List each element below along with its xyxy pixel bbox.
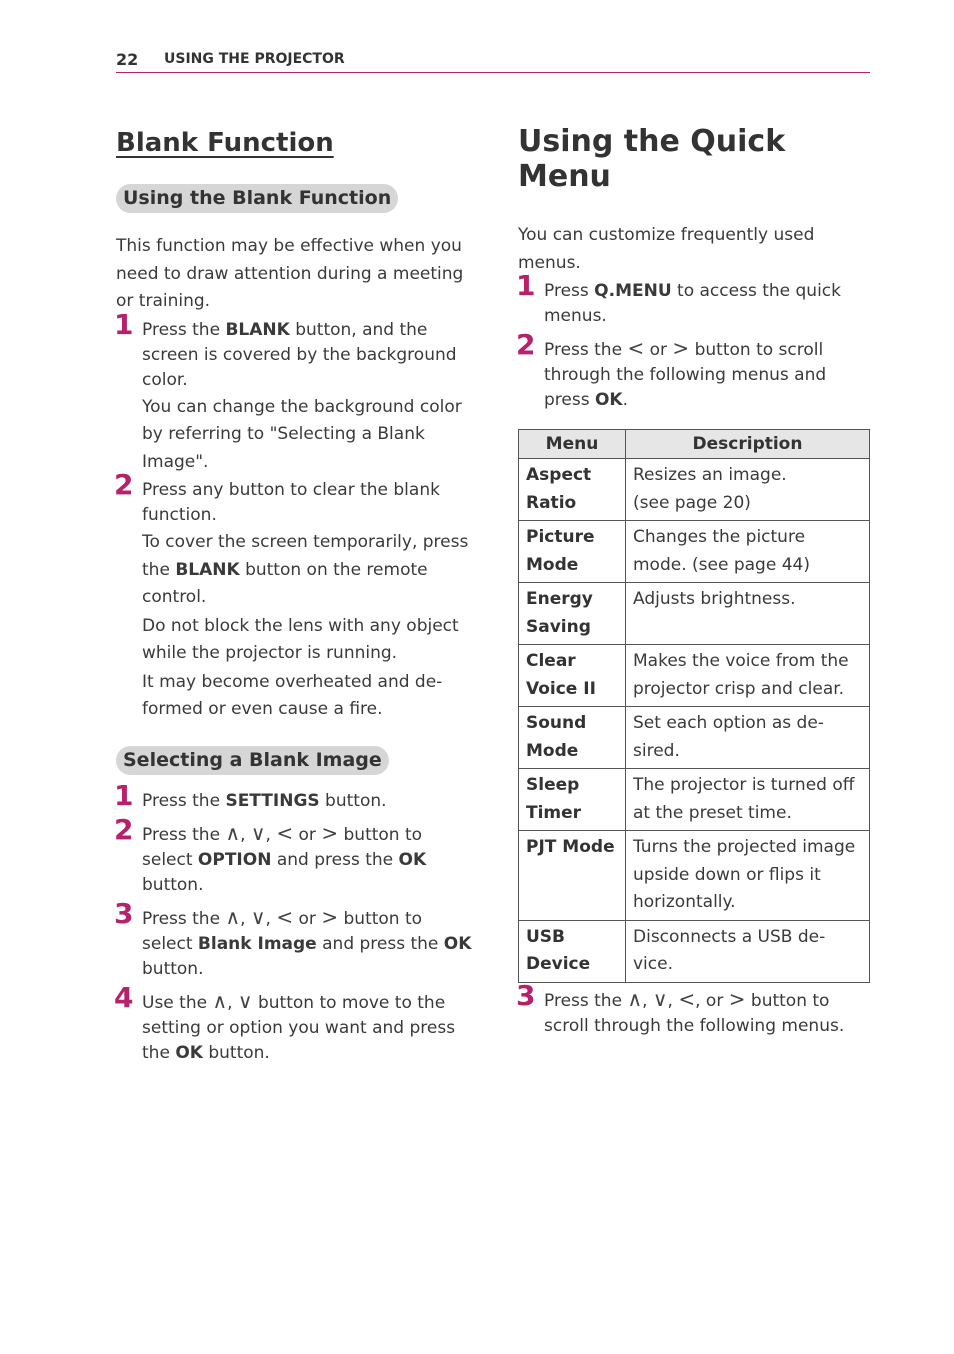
quick-step-3 [516,978,870,1039]
menu-cell [519,707,626,769]
separator: , [667,990,679,1011]
desc-line: Adjusts brightness. [633,589,796,609]
blank-function-title: Blank Function [116,128,334,158]
page-header [116,46,870,73]
step-text: button. [142,874,204,895]
column-header-menu: Menu [519,430,626,459]
down-arrow-icon: ∨ [250,904,266,929]
step-number: 1 [114,307,134,341]
quick-menu-intro: You can customize frequently used menus. [518,225,815,273]
menu-line: Clear [526,651,576,671]
page-number: 22 [116,50,139,69]
blank-step-2 [114,468,472,724]
step-text: or [293,908,322,929]
table-row [519,769,870,831]
menu-line: Sleep [526,775,580,795]
blank-image-key: Blank Image [197,933,317,954]
menu-cell [519,521,626,583]
menu-cell [519,645,626,707]
step-note: It may become overheated and de-formed or even cause a fire. [142,671,443,719]
table-row [519,707,870,769]
blank-key: BLANK [175,559,240,580]
description-cell [626,920,870,982]
left-arrow-icon: < [276,904,294,929]
desc-line: Disconnects a USB de- [633,926,826,947]
menu-line: Voice II [526,678,596,699]
description-cell [626,769,870,831]
step-number: 2 [516,328,536,361]
step-number: 4 [114,980,134,1014]
menu-cell [519,583,626,645]
blank-step-1 [114,307,472,477]
desc-line: upside down or flips it [633,864,821,885]
step-text: Use the [142,992,213,1013]
step-text: button to select [142,824,423,870]
up-arrow-icon: ∧ [212,988,228,1013]
ok-key: OK [443,933,472,954]
menu-cell [519,920,626,982]
right-arrow-icon: > [728,986,746,1011]
step-text: button to scroll through the following menus and press [544,340,827,410]
step-text: Press the [142,790,226,811]
description-cell [626,459,870,521]
menu-cell [519,831,626,921]
select-step-1 [114,778,472,814]
desc-line: mode. (see page 44) [633,554,810,575]
step-text: button. [142,958,204,979]
table-row [519,831,870,921]
description-cell [626,645,870,707]
description-cell [626,521,870,583]
select-step-2 [114,812,472,898]
table-row [519,920,870,982]
desc-line: horizontally. [633,892,736,912]
up-arrow-icon: ∧ [225,904,241,929]
desc-line: sired. [633,740,680,761]
right-arrow-icon: > [321,904,339,929]
separator: , [265,908,277,929]
step-text: button, and the screen is covered by the background color. [142,319,457,390]
separator: , [642,990,653,1011]
step-note: You can change the background color by referring to "Selecting a Blank Image". [142,396,462,472]
ok-key: OK [594,390,623,410]
desc-line: at the preset time. [633,802,792,823]
menu-line: Ratio [526,492,577,513]
step-text: or [644,340,673,360]
quick-menu-table [518,429,870,983]
step-number: 3 [114,896,134,930]
separator: , [265,824,277,845]
select-step-3 [114,896,472,982]
desc-line: (see page 20) [633,492,751,513]
table-header-row [519,430,870,459]
blank-key: BLANK [225,319,290,340]
description-cell [626,583,870,645]
settings-key: SETTINGS [225,790,320,811]
down-arrow-icon: ∨ [250,820,266,845]
qmenu-key: Q.MENU [594,281,672,301]
ok-key: OK [398,849,427,870]
menu-cell [519,769,626,831]
up-arrow-icon: ∧ [627,986,643,1011]
option-key: OPTION [197,849,272,870]
menu-line: Timer [526,802,582,823]
up-arrow-icon: ∧ [225,820,241,845]
step-text: Press the [142,824,226,845]
step-number: 3 [516,978,536,1012]
menu-line: Mode [526,740,579,761]
menu-cell [519,459,626,521]
select-step-4 [114,980,472,1066]
step-text: Press the [544,990,628,1011]
quick-step-2 [516,328,870,413]
menu-line: Aspect [526,465,592,485]
step-text: Press the [142,319,226,340]
step-text: button. [319,790,387,811]
step-number: 1 [114,778,134,812]
step-text: or [293,824,322,845]
desc-line: Makes the voice from the [633,651,849,671]
separator: , [240,824,251,845]
desc-line: Turns the projected image [633,837,856,857]
step-text: , or [695,990,729,1011]
desc-line: projector crisp and clear. [633,678,845,699]
step-text: button. [202,1042,270,1063]
down-arrow-icon: ∨ [652,986,668,1011]
right-arrow-icon: > [672,336,690,360]
desc-line: The projector is turned off [633,775,855,795]
menu-line: Sound [526,713,587,733]
using-blank-function-heading: Using the Blank Function [116,184,398,213]
note-text: button on the remote control. [142,559,428,607]
desc-line: Resizes an image. [633,465,787,485]
right-column [518,120,870,1039]
desc-line: Changes the picture [633,527,806,547]
quick-menu-title: Using the Quick Menu [518,124,786,194]
description-cell [626,831,870,921]
menu-line: PJT Mode [526,837,615,857]
step-text: . [622,390,629,410]
table-row [519,645,870,707]
left-arrow-icon: < [627,336,645,360]
menu-line: Mode [526,554,579,575]
step-text: and press the [316,933,444,954]
desc-line: vice. [633,954,673,974]
separator: , [240,908,251,929]
table-row [519,521,870,583]
ok-key: OK [175,1042,203,1063]
step-text: Press the [142,908,226,929]
step-note: Do not block the lens with any object while the projector is running. [142,615,459,663]
step-text: and press the [271,849,399,870]
quick-step-1 [516,269,870,329]
step-text: button to scroll through the following menus. [544,990,845,1036]
step-text: Press [544,281,595,301]
menu-line: Picture [526,527,595,547]
step-note [142,529,472,612]
step-text: Press any button to clear the blank function. [142,480,440,525]
step-text: Press the [544,340,628,360]
section-title: USING THE PROJECTOR [164,51,345,67]
blank-intro: This function may be effective when you need to draw attention during a meeting or training. [116,236,464,311]
step-text: to access the quick menus. [544,281,841,326]
menu-line: Saving [526,616,591,637]
left-arrow-icon: < [678,986,696,1011]
menu-line: Device [526,954,591,974]
separator: , [227,992,238,1013]
step-number: 1 [516,269,536,302]
step-number: 2 [114,468,134,501]
desc-line: Set each option as de- [633,713,824,733]
description-cell [626,707,870,769]
menu-line: Energy [526,589,593,609]
left-column [116,128,472,1066]
selecting-blank-image-heading: Selecting a Blank Image [116,746,389,775]
note-text: To cover the screen temporarily, press the [142,532,469,580]
menu-line: USB [526,926,566,947]
step-text: button to select [142,908,423,954]
column-header-description: Description [626,430,870,459]
step-text: button to move to the setting or option you want and press the [142,992,456,1063]
left-arrow-icon: < [276,820,294,845]
table-row [519,459,870,521]
down-arrow-icon: ∨ [237,988,253,1013]
table-row [519,583,870,645]
right-arrow-icon: > [321,820,339,845]
step-number: 2 [114,812,134,846]
